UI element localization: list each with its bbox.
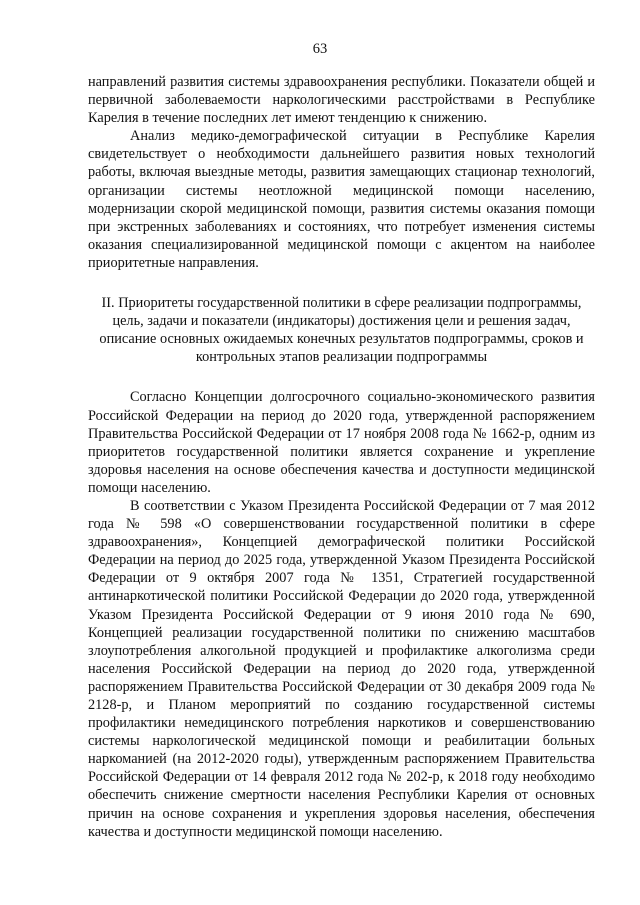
paragraph-continuation: направлений развития системы здравоохранения республики. Показатели общей и первичной заболеваемости наркологическими расстройствами в Республике Карелия в течение последних лет имеют тенденцию к снижению.: [88, 74, 595, 127]
paragraph-decree: В соответствии с Указом Президента Российской Федерации от 7 мая 2012 года № 598 «О совершенствовании государственной политики в сфере здравоохранения», Концепцией демографической политики Российской Федерации на период до 2025 года, утвержденной Указом Президента Российской Федерации от 9 октября 2007 года № 1351, Стратегией государственной антинаркотической политики Российской Федерации до 2020 года, утвержденной Указом Президента Российской Федерации от 9 июня 2010 года № 690, Концепцией реализации государственной политики по снижению масштабов злоупотребления алкогольной продукцией и профилактике алкоголизма среди населения Российской Федерации на период до 2020 года, утвержденной распоряжением Правительства Российской Федерации от 30 декабря 2009 года № 2128-р, и Планом мероприятий по созданию государственной системы профилактики немедицинского потребления наркотиков и совершенствованию системы наркологической медицинской помощи и реабилитации больных наркоманией (на 2012-2020 годы), утвержденным распоряжением Правительства Российской Федерации от 14 февраля 2012 года № 202-р, к 2018 году необходимо обеспечить снижение смертности населения Республики Карелия от основных причин на основе сохранения и укрепления здоровья населения, обеспечения качества и доступности медицинской помощи населению.: [88, 497, 595, 840]
document-body: [88, 73, 595, 841]
paragraph-concept: Согласно Концепции долгосрочного социально-экономического развития Российской Федерации на период до 2020 года, утвержденной распоряжением Правительства Российской Федерации от 17 ноября 2008 года № 1662-р, одним из приоритетов государственной политики является сохранение и укрепление здоровья населения на основе обеспечения качества и доступности медицинской помощи населению.: [88, 389, 595, 496]
section-heading: II. Приоритеты государственной политики в сфере реализации подпрограммы, цель, задачи и показатели (индикаторы) достижения цели и решения задач, описание основных ожидаемых конечных результатов подпрограммы, сроков и контрольных этапов реализации подпрограммы: [99, 295, 584, 366]
page-number: 63: [312, 41, 328, 57]
paragraph-situation-analysis: Анализ медико-демографической ситуации в Республике Карелия свидетельствует о необходимости дальнейшего развития новых технологий работы, включая выездные методы, развития замещающих стационар технологий, организации системы неотложной медицинской помощи населению, модернизации скорой медицинской помощи, развития системы оказания помощи при экстренных заболеваниях и состояниях, что потребует изменения системы оказания специализированной медицинской помощи с акцентом на наиболее приоритетные направления.: [88, 128, 595, 271]
